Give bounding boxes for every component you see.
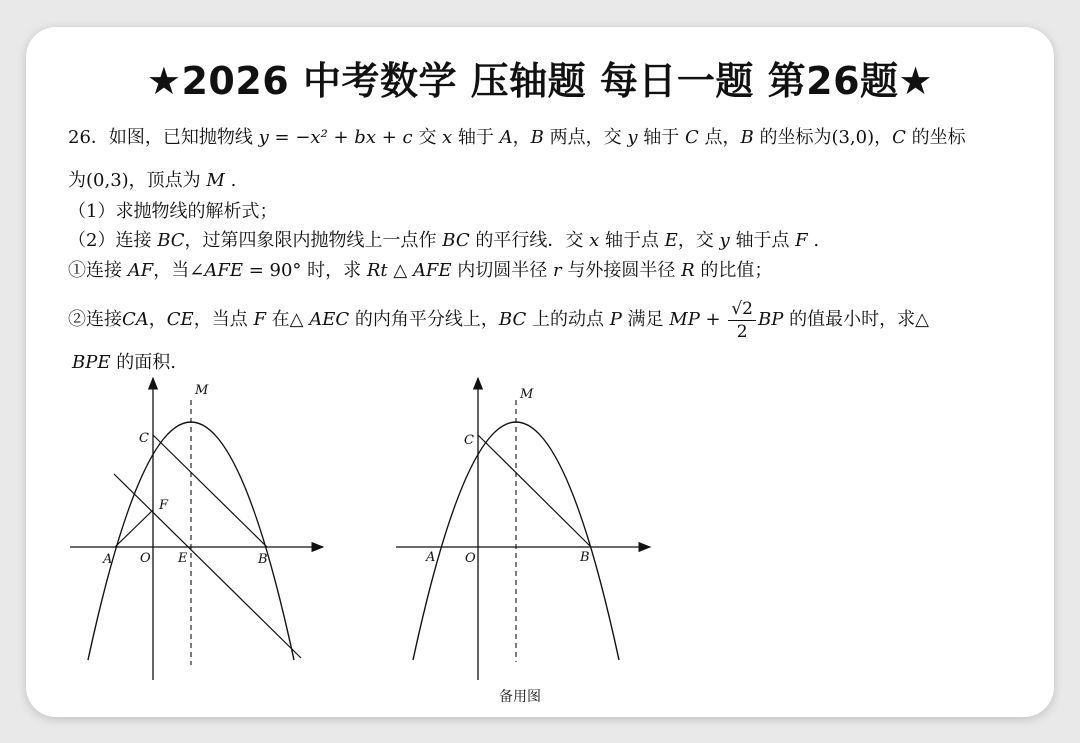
label-b: B [580, 550, 590, 565]
triangle-afe: AFE [412, 260, 452, 281]
text: ， [512, 127, 531, 148]
point-a: A [499, 127, 513, 148]
label-e: E [178, 551, 188, 566]
segment-bc: BC [442, 230, 470, 251]
segment-bc: BC [157, 230, 185, 251]
text: ，交 [677, 230, 720, 251]
plus-sign: + [699, 309, 727, 330]
segment-mp: MP [669, 309, 700, 330]
text: . [807, 230, 820, 251]
point-p: P [609, 309, 622, 330]
var-x: x [589, 230, 600, 251]
text: ，当点 [193, 309, 254, 330]
text: 为(0,3)，顶点为 [68, 170, 207, 191]
label-c: C [464, 433, 474, 448]
angle-afe: AFE [204, 260, 243, 281]
segment-bc [478, 435, 591, 547]
question-1: （1）求抛物线的解析式； [68, 201, 278, 222]
label-b: B [258, 552, 268, 567]
text: 轴于点 [729, 230, 796, 251]
text: 轴于 [452, 127, 500, 148]
var-y: y [719, 230, 730, 251]
point-m: M [206, 170, 225, 191]
var-r: r [553, 260, 562, 281]
triangle-aec: AEC [309, 309, 350, 330]
text: 轴于点 [599, 230, 665, 251]
text: ②连接 [68, 309, 122, 330]
label-m: M [520, 387, 534, 402]
text: 的平行线．交 [469, 230, 590, 251]
segment-bc: BC [498, 309, 527, 330]
point-b: B [740, 127, 754, 148]
label-f: F [159, 498, 169, 513]
point-c: C [892, 127, 906, 148]
text: ， [148, 309, 167, 330]
point-b: B [530, 127, 544, 148]
segment-bp: BP [758, 309, 784, 330]
text: ，过第四象限内抛物线上一点作 [184, 230, 443, 251]
var-big-r: R [681, 260, 695, 281]
fraction-denominator: 2 [736, 321, 748, 342]
text: （2）连接 [68, 230, 158, 251]
text: △ [387, 260, 413, 281]
text: 满足 [621, 309, 670, 330]
segment-ca: CA [122, 309, 149, 330]
label-a: A [103, 552, 113, 567]
text: 的值最小时，求△ [783, 309, 929, 330]
text: ，当∠ [153, 260, 205, 281]
text: 交 [412, 127, 443, 148]
label-o: O [140, 551, 151, 566]
text: . [224, 170, 237, 191]
label-c: C [139, 431, 149, 446]
text: ①连接 [68, 260, 128, 281]
segment-ce: CE [166, 309, 194, 330]
point-f: F [795, 230, 808, 251]
figure-caption: 备用图 [499, 689, 541, 705]
rt-label: Rt [366, 260, 388, 281]
text: 与外接圆半径 [561, 260, 682, 281]
point-f: F [253, 309, 266, 330]
text: 的坐标 [905, 127, 966, 148]
var-y: y [627, 127, 638, 148]
fraction-numerator: √2 [728, 298, 756, 321]
text: 点， [698, 127, 741, 148]
text: 的坐标为(3,0)， [753, 127, 893, 148]
text: 的面积. [110, 352, 176, 373]
page-title: ★2026 中考数学 压轴题 每日一题 第26题★ [146, 59, 934, 103]
text: 内切圆半径 [451, 260, 554, 281]
problem-number: 26．如图，已知抛物线 [68, 127, 259, 148]
text: = 90° 时，求 [242, 260, 367, 281]
text: 轴于 [637, 127, 685, 148]
label-o: O [465, 551, 476, 566]
text: 两点，交 [543, 127, 628, 148]
text: 上的动点 [526, 309, 610, 330]
segment-af: AF [127, 260, 154, 281]
point-e: E [664, 230, 678, 251]
text: 的内角平分线上， [349, 309, 499, 330]
var-x: x [442, 127, 453, 148]
label-m: M [195, 383, 209, 398]
text: 的比值； [694, 260, 773, 281]
point-c: C [684, 127, 699, 148]
text: 在△ [265, 309, 310, 330]
label-a: A [426, 550, 436, 565]
parabola-equation: y = −x² + bx + c [258, 127, 413, 148]
triangle-bpe: BPE [72, 352, 111, 373]
